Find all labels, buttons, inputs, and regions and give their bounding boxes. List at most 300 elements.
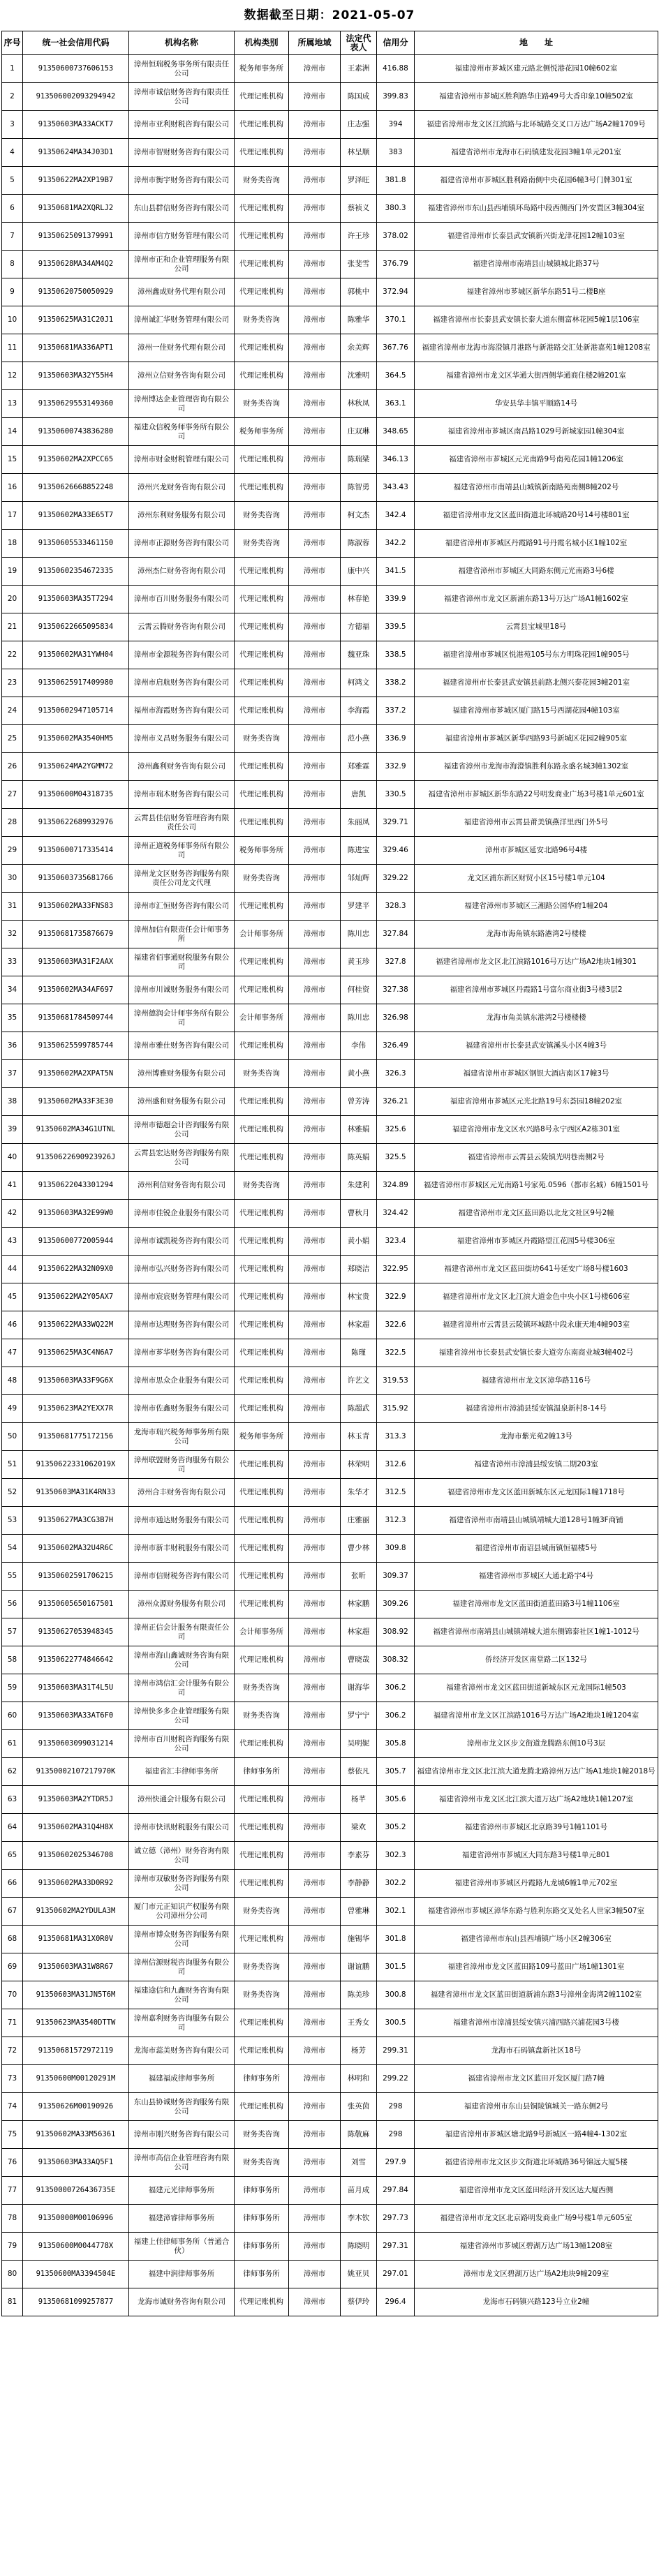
- org-name-cell: 东山县群信财务咨询有限公司: [129, 195, 235, 223]
- legal-rep-cell: 柯鸿文: [341, 669, 377, 697]
- org-type-cell: 律师事务所: [235, 2233, 289, 2261]
- org-type-cell: 代理记账机构: [235, 1088, 289, 1116]
- region-cell: 漳州市: [289, 1228, 341, 1256]
- credit-score-cell: 416.88: [377, 55, 415, 83]
- credit-code-cell: 91350681572972119: [23, 2037, 129, 2065]
- table-row: [2, 2177, 658, 2205]
- org-type-cell: 财务类咨询: [235, 390, 289, 418]
- page-title: 数据截至日期：2021-05-07: [244, 8, 415, 22]
- address-cell: 福建省漳州市龙文区蓝田开发区厦门路7幢: [415, 2065, 658, 2093]
- table-row: [2, 2261, 658, 2288]
- credit-score-cell: 305.2: [377, 1814, 415, 1842]
- org-type-cell: 律师事务所: [235, 2261, 289, 2288]
- region-cell: 漳州市: [289, 781, 341, 809]
- legal-rep-cell: 庄志强: [341, 111, 377, 139]
- seq-cell: 15: [2, 446, 23, 474]
- region-cell: 漳州市: [289, 1339, 341, 1367]
- legal-rep-cell: 许艺文: [341, 1367, 377, 1395]
- org-name-cell: 龙海市蕊美财务咨询有限公司: [129, 2037, 235, 2065]
- credit-code-cell: 91350625917409980: [23, 669, 129, 697]
- org-type-cell: 代理记账机构: [235, 1144, 289, 1172]
- credit-code-cell: 91350000M00106996: [23, 2205, 129, 2233]
- table-row: [2, 167, 658, 195]
- seq-cell: 57: [2, 1618, 23, 1646]
- credit-code-cell: 91350602MA33F3E30: [23, 1088, 129, 1116]
- credit-code-cell: 91350622331062019X: [23, 1451, 129, 1479]
- table-row: [2, 1283, 658, 1311]
- address-cell: 福建省漳州市南靖县山城镇靖城大道128号1幢3F商铺: [415, 1507, 658, 1535]
- org-name-cell: 福建福成律师事务所: [129, 2065, 235, 2093]
- seq-cell: 38: [2, 1088, 23, 1116]
- org-type-cell: 财务类咨询: [235, 1060, 289, 1088]
- org-name-cell: 漳州市雅仕财务咨询有限公司: [129, 1032, 235, 1060]
- address-cell: 福建省漳州市芗城区元光南路1号家苑.0596（都市名城）6幢1501号: [415, 1172, 658, 1200]
- seq-cell: 81: [2, 2288, 23, 2316]
- table-row: [2, 809, 658, 837]
- seq-cell: 62: [2, 1758, 23, 1786]
- table-row: [2, 1563, 658, 1591]
- table-row: [2, 139, 658, 167]
- seq-cell: 80: [2, 2261, 23, 2288]
- credit-code-cell: 91350000726436735E: [23, 2177, 129, 2205]
- table-row: [2, 1898, 658, 1926]
- table-row: [2, 2065, 658, 2093]
- region-cell: 漳州市: [289, 1535, 341, 1563]
- table-row: [2, 1870, 658, 1898]
- seq-cell: 61: [2, 1730, 23, 1758]
- org-name-cell: 漳州博雅财务服务有限公司: [129, 1060, 235, 1088]
- credit-code-cell: 91350624MA2YGMM72: [23, 753, 129, 781]
- table-row: [2, 1535, 658, 1563]
- table-row: [2, 390, 658, 418]
- table-row: [2, 55, 658, 83]
- table-row: [2, 1702, 658, 1730]
- table-row: [2, 558, 658, 586]
- org-name-cell: 漳州兴龙财务咨询有限公司: [129, 474, 235, 502]
- legal-rep-cell: 黄小燕: [341, 1060, 377, 1088]
- address-cell: 福建省漳州市芗城区丹霞路91号丹霞名城小区1幢102室: [415, 530, 658, 558]
- org-name-cell: 漳州鑫利财务咨询有限公司: [129, 753, 235, 781]
- region-cell: 漳州市: [289, 2233, 341, 2261]
- org-name-cell: 漳州市衡宇财务咨询有限公司: [129, 167, 235, 195]
- legal-rep-cell: 王素洲: [341, 55, 377, 83]
- credit-code-cell: 91350600772005944: [23, 1228, 129, 1256]
- legal-rep-cell: 黄小娟: [341, 1228, 377, 1256]
- header-org-type: 机构类别: [235, 31, 289, 55]
- region-cell: 漳州市: [289, 1674, 341, 1702]
- org-name-cell: 漳州市诚信财务咨询有限责任公司: [129, 83, 235, 111]
- table-row: [2, 2009, 658, 2037]
- org-type-cell: 代理记账机构: [235, 1228, 289, 1256]
- region-cell: 漳州市: [289, 530, 341, 558]
- org-name-cell: 漳州市鸿信汇会计服务有限公司: [129, 1674, 235, 1702]
- credit-score-cell: 328.3: [377, 893, 415, 921]
- legal-rep-cell: 谢谊鹏: [341, 1953, 377, 1981]
- seq-cell: 35: [2, 1004, 23, 1032]
- region-cell: 漳州市: [289, 1283, 341, 1311]
- credit-code-cell: 91350600M0044778X: [23, 2233, 129, 2261]
- seq-cell: 8: [2, 251, 23, 278]
- credit-score-cell: 306.2: [377, 1674, 415, 1702]
- credit-score-cell: 330.5: [377, 781, 415, 809]
- org-name-cell: 漳州市财金财税管理有限公司: [129, 446, 235, 474]
- table-row: [2, 1507, 658, 1535]
- credit-code-cell: 91350603735681766: [23, 865, 129, 893]
- seq-cell: 4: [2, 139, 23, 167]
- address-cell: 福建省漳州市龙文区蓝田街道新浦东路3号漳州金海湾2幢1102室: [415, 1981, 658, 2009]
- legal-rep-cell: 罗泽旺: [341, 167, 377, 195]
- org-type-cell: 财务类咨询: [235, 167, 289, 195]
- credit-score-cell: 312.5: [377, 1479, 415, 1507]
- registry-table: [1, 31, 658, 2316]
- table-row: [2, 474, 658, 502]
- seq-cell: 31: [2, 893, 23, 921]
- legal-rep-cell: 林宝贵: [341, 1283, 377, 1311]
- seq-cell: 66: [2, 1870, 23, 1898]
- region-cell: 漳州市: [289, 809, 341, 837]
- legal-rep-cell: 姚亚贝: [341, 2261, 377, 2288]
- table-row: [2, 1172, 658, 1200]
- address-cell: 福建省漳州市龙文区步文街道北环城路36号锦远大厦5楼: [415, 2149, 658, 2177]
- credit-score-cell: 332.9: [377, 753, 415, 781]
- legal-rep-cell: 曹少林: [341, 1535, 377, 1563]
- region-cell: 漳州市: [289, 2261, 341, 2288]
- seq-cell: 11: [2, 334, 23, 362]
- org-name-cell: 漳州市双敏财务咨询服务有限公司: [129, 1870, 235, 1898]
- org-name-cell: 漳州恒瑞税务事务所有限责任公司: [129, 55, 235, 83]
- seq-cell: 40: [2, 1144, 23, 1172]
- table-row: [2, 1395, 658, 1423]
- legal-rep-cell: 刘雪: [341, 2149, 377, 2177]
- region-cell: 漳州市: [289, 334, 341, 362]
- region-cell: 漳州市: [289, 1618, 341, 1646]
- legal-rep-cell: 林荣明: [341, 1451, 377, 1479]
- credit-score-cell: 306.2: [377, 1702, 415, 1730]
- region-cell: 漳州市: [289, 195, 341, 223]
- org-name-cell: 漳州市芗华财务咨询有限公司: [129, 1339, 235, 1367]
- address-cell: 福建省漳州市云霄县云陵镇环城路中段永康天地4幢903室: [415, 1311, 658, 1339]
- seq-cell: 68: [2, 1926, 23, 1953]
- region-cell: 漳州市: [289, 1898, 341, 1926]
- region-cell: 漳州市: [289, 2149, 341, 2177]
- org-name-cell: 漳州利信财务咨询有限公司: [129, 1172, 235, 1200]
- seq-cell: 78: [2, 2205, 23, 2233]
- table-row: [2, 1311, 658, 1339]
- credit-code-cell: 91350605650167501: [23, 1591, 129, 1618]
- table-row: [2, 1339, 658, 1367]
- address-cell: 福建省漳州市龙文区蓝田经济开发区达大厦西侧: [415, 2177, 658, 2205]
- legal-rep-cell: 许王珍: [341, 223, 377, 251]
- region-cell: 漳州市: [289, 1088, 341, 1116]
- table-row: [2, 223, 658, 251]
- region-cell: 漳州市: [289, 837, 341, 865]
- credit-code-cell: 91350002107217970K: [23, 1758, 129, 1786]
- seq-cell: 48: [2, 1367, 23, 1395]
- seq-cell: 76: [2, 2149, 23, 2177]
- credit-score-cell: 326.98: [377, 1004, 415, 1032]
- org-type-cell: 代理记账机构: [235, 474, 289, 502]
- table-row: [2, 2149, 658, 2177]
- org-type-cell: 代理记账机构: [235, 2288, 289, 2316]
- legal-rep-cell: 林家鹏: [341, 1591, 377, 1618]
- org-type-cell: 代理记账机构: [235, 1256, 289, 1283]
- address-cell: 华安县华丰镇平顺路14号: [415, 390, 658, 418]
- region-cell: 漳州市: [289, 1256, 341, 1283]
- region-cell: 漳州市: [289, 976, 341, 1004]
- legal-rep-cell: 林春艳: [341, 586, 377, 613]
- org-name-cell: 漳州市宸宸财务管理有限公司: [129, 1283, 235, 1311]
- org-type-cell: 代理记账机构: [235, 753, 289, 781]
- credit-score-cell: 327.84: [377, 921, 415, 948]
- org-type-cell: 代理记账机构: [235, 2009, 289, 2037]
- seq-cell: 18: [2, 530, 23, 558]
- table-row: [2, 1004, 658, 1032]
- org-type-cell: 代理记账机构: [235, 586, 289, 613]
- legal-rep-cell: 何桂资: [341, 976, 377, 1004]
- credit-score-cell: 309.8: [377, 1535, 415, 1563]
- table-row: [2, 1674, 658, 1702]
- seq-cell: 50: [2, 1423, 23, 1451]
- org-name-cell: 漳州快通会计服务有限公司: [129, 1786, 235, 1814]
- legal-rep-cell: 曾芳涛: [341, 1088, 377, 1116]
- table-row: [2, 781, 658, 809]
- org-name-cell: 漳州市正源财务咨询有限公司: [129, 530, 235, 558]
- header-org-name: 机构名称: [129, 31, 235, 55]
- org-type-cell: 代理记账机构: [235, 1479, 289, 1507]
- org-type-cell: 代理记账机构: [235, 1507, 289, 1535]
- credit-score-cell: 297.9: [377, 2149, 415, 2177]
- region-cell: 漳州市: [289, 111, 341, 139]
- region-cell: 漳州市: [289, 446, 341, 474]
- table-row: [2, 2288, 658, 2316]
- table-row: [2, 1814, 658, 1842]
- seq-cell: 36: [2, 1032, 23, 1060]
- seq-cell: 16: [2, 474, 23, 502]
- org-name-cell: 云霄县佳信财务管理咨询有限责任公司: [129, 809, 235, 837]
- region-cell: 漳州市: [289, 893, 341, 921]
- region-cell: 漳州市: [289, 139, 341, 167]
- address-cell: 龙海市石码镇盘新社区18号: [415, 2037, 658, 2065]
- credit-score-cell: 308.32: [377, 1646, 415, 1674]
- org-type-cell: 律师事务所: [235, 1758, 289, 1786]
- credit-score-cell: 325.6: [377, 1116, 415, 1144]
- address-cell: 福建省漳州市南靖县山城镇新南路苑南侧8幢202号: [415, 474, 658, 502]
- seq-cell: 42: [2, 1200, 23, 1228]
- address-cell: 福建省漳州市龙文区新浦东路13号万达广场A1幢1602室: [415, 586, 658, 613]
- credit-code-cell: 91350622690923926J: [23, 1144, 129, 1172]
- credit-code-cell: 91350603MA32Y55H4: [23, 362, 129, 390]
- legal-rep-cell: 林家超: [341, 1311, 377, 1339]
- region-cell: 漳州市: [289, 1563, 341, 1591]
- org-type-cell: 律师事务所: [235, 2205, 289, 2233]
- org-name-cell: 漳州盛和财务服务有限公司: [129, 1088, 235, 1116]
- credit-code-cell: 91350603MA32E99W0: [23, 1200, 129, 1228]
- legal-rep-cell: 林玉青: [341, 1423, 377, 1451]
- credit-score-cell: 337.2: [377, 697, 415, 725]
- legal-rep-cell: 陈美珍: [341, 1981, 377, 2009]
- credit-code-cell: 91350622MA2XP19B7: [23, 167, 129, 195]
- credit-score-cell: 370.1: [377, 306, 415, 334]
- credit-code-cell: 91350622MA33WQ22M: [23, 1311, 129, 1339]
- org-name-cell: 漳州市义昌财务服务有限公司: [129, 725, 235, 753]
- address-cell: 福建省漳州市龙海市海澄镇月港路与新港路交汇处新港嘉苑1幢1208室: [415, 334, 658, 362]
- address-cell: 龙海市紫光苑2幢13号: [415, 1423, 658, 1451]
- table-row: [2, 1646, 658, 1674]
- credit-code-cell: 91350622689932976: [23, 809, 129, 837]
- address-cell: 福建省漳州市芗城区丹霞路望江花园5号楼306室: [415, 1228, 658, 1256]
- credit-score-cell: 367.76: [377, 334, 415, 362]
- address-cell: 福建省漳州市芗城区北京路39号1幢1101号: [415, 1814, 658, 1842]
- legal-rep-cell: 康中兴: [341, 558, 377, 586]
- credit-code-cell: 91350603MA31T4L5U: [23, 1674, 129, 1702]
- address-cell: 福建省漳州市长泰县武安镇长泰大道旁东南商业城3幢402号: [415, 1339, 658, 1367]
- credit-code-cell: 91350681MA31X0R0V: [23, 1926, 129, 1953]
- credit-code-cell: 91350625091379991: [23, 223, 129, 251]
- legal-rep-cell: 曾雅琳: [341, 1898, 377, 1926]
- credit-code-cell: 91350602MA3540HM5: [23, 725, 129, 753]
- org-name-cell: 漳州市弘兴财务咨询有限公司: [129, 1256, 235, 1283]
- region-cell: 漳州市: [289, 418, 341, 446]
- credit-score-cell: 348.65: [377, 418, 415, 446]
- org-type-cell: 律师事务所: [235, 2065, 289, 2093]
- legal-rep-cell: 陈川忠: [341, 1004, 377, 1032]
- org-name-cell: 漳州市诚凯税务咨询有限公司: [129, 1228, 235, 1256]
- org-type-cell: 代理记账机构: [235, 1563, 289, 1591]
- org-type-cell: 财务类咨询: [235, 306, 289, 334]
- region-cell: 漳州市: [289, 641, 341, 669]
- region-cell: 漳州市: [289, 1507, 341, 1535]
- credit-score-cell: 338.5: [377, 641, 415, 669]
- address-cell: 漳州市芗城区延安北路96号4楼: [415, 837, 658, 865]
- seq-cell: 77: [2, 2177, 23, 2205]
- legal-rep-cell: 邹灿辉: [341, 865, 377, 893]
- credit-score-cell: 298: [377, 2093, 415, 2121]
- region-cell: 漳州市: [289, 586, 341, 613]
- seq-cell: 30: [2, 865, 23, 893]
- credit-code-cell: 91350681099257877: [23, 2288, 129, 2316]
- credit-score-cell: 309.26: [377, 1591, 415, 1618]
- org-type-cell: 代理记账机构: [235, 2093, 289, 2121]
- address-cell: 福建省漳州市东山县铜陵镇城关一路东侧2号: [415, 2093, 658, 2121]
- credit-score-cell: 308.92: [377, 1618, 415, 1646]
- seq-cell: 10: [2, 306, 23, 334]
- credit-code-cell: 91350603MA33ACKT7: [23, 111, 129, 139]
- legal-rep-cell: 林呈顺: [341, 139, 377, 167]
- region-cell: 漳州市: [289, 1591, 341, 1618]
- org-name-cell: 漳州市新丰财税服务有限公司: [129, 1535, 235, 1563]
- region-cell: 漳州市: [289, 697, 341, 725]
- org-type-cell: 代理记账机构: [235, 1283, 289, 1311]
- org-type-cell: 代理记账机构: [235, 641, 289, 669]
- seq-cell: 41: [2, 1172, 23, 1200]
- org-type-cell: 代理记账机构: [235, 1814, 289, 1842]
- credit-score-cell: 302.1: [377, 1898, 415, 1926]
- address-cell: 漳州市龙文区碧湖万达广场A2地块9幢209室: [415, 2261, 658, 2288]
- address-cell: 福建省漳州市南诏县城南镇恒福楼5号: [415, 1535, 658, 1563]
- address-cell: 龙海市角美镇东港湾2号楼楼楼: [415, 1004, 658, 1032]
- credit-score-cell: 305.6: [377, 1786, 415, 1814]
- address-cell: 福建省漳州市东山县西埔镇广场小区2幢306室: [415, 1926, 658, 1953]
- region-cell: 漳州市: [289, 1926, 341, 1953]
- legal-rep-cell: 杨芳: [341, 2037, 377, 2065]
- org-name-cell: 厦门市元正知识产权服务有限公司漳州分公司: [129, 1898, 235, 1926]
- credit-code-cell: 91350600743836280: [23, 418, 129, 446]
- org-name-cell: 漳州市川诚财务服务有限公司: [129, 976, 235, 1004]
- legal-rep-cell: 陈晓明: [341, 2233, 377, 2261]
- legal-rep-cell: 李海霞: [341, 697, 377, 725]
- credit-code-cell: 91350602MA34G1UTNL: [23, 1116, 129, 1144]
- seq-cell: 32: [2, 921, 23, 948]
- legal-rep-cell: 蔡伊玲: [341, 2288, 377, 2316]
- credit-code-cell: 91350600MA3394504E: [23, 2261, 129, 2288]
- seq-cell: 9: [2, 278, 23, 306]
- credit-score-cell: 338.2: [377, 669, 415, 697]
- seq-cell: 59: [2, 1674, 23, 1702]
- table-row: [2, 837, 658, 865]
- address-cell: 福建省漳州市芗城区三湘路公园华府1幢204: [415, 893, 658, 921]
- credit-score-cell: 305.7: [377, 1758, 415, 1786]
- region-cell: 漳州市: [289, 390, 341, 418]
- legal-rep-cell: 陈国成: [341, 83, 377, 111]
- credit-score-cell: 378.02: [377, 223, 415, 251]
- header-address: 地 址: [415, 31, 658, 55]
- org-name-cell: 漳州众源财务服务有限公司: [129, 1591, 235, 1618]
- table-row: [2, 753, 658, 781]
- org-type-cell: 代理记账机构: [235, 1200, 289, 1228]
- address-cell: 龙海市海角镇东路港湾2号楼楼: [415, 921, 658, 948]
- org-name-cell: 福建省佰事通财税服务有限公司: [129, 948, 235, 976]
- credit-score-cell: 302.2: [377, 1870, 415, 1898]
- seq-cell: 13: [2, 390, 23, 418]
- address-cell: 福建省漳州市龙文区华通大街西侧华通商住楼2幢201室: [415, 362, 658, 390]
- org-name-cell: 龙海市瑞兴税务师事务所有限公司: [129, 1423, 235, 1451]
- region-cell: 漳州市: [289, 725, 341, 753]
- org-type-cell: 税务师事务所: [235, 837, 289, 865]
- credit-code-cell: 91350602MA2YDULA3M: [23, 1898, 129, 1926]
- org-type-cell: 代理记账机构: [235, 362, 289, 390]
- credit-code-cell: 913506002093294942: [23, 83, 129, 111]
- address-cell: 福建省漳州市芗城区胜利路华庄路49号大香印象10幢502室: [415, 83, 658, 111]
- address-cell: 福建省漳州市芗城区元光北路19号东荟园18幢202室: [415, 1088, 658, 1116]
- seq-cell: 34: [2, 976, 23, 1004]
- legal-rep-cell: 罗宁宁: [341, 1702, 377, 1730]
- header-region: 所属地域: [289, 31, 341, 55]
- credit-score-cell: 364.5: [377, 362, 415, 390]
- table-row: [2, 1479, 658, 1507]
- credit-code-cell: 91350600M04318735: [23, 781, 129, 809]
- table-row: [2, 697, 658, 725]
- credit-score-cell: 329.71: [377, 809, 415, 837]
- org-name-cell: 福建中润律师事务所: [129, 2261, 235, 2288]
- credit-score-cell: 363.1: [377, 390, 415, 418]
- org-type-cell: 会计师事务所: [235, 1618, 289, 1646]
- table-row: [2, 725, 658, 753]
- address-cell: 福建省漳州市龙文区蓝田路109号蓝田广场1幢1301室: [415, 1953, 658, 1981]
- credit-score-cell: 315.92: [377, 1395, 415, 1423]
- address-cell: 福建省漳州市云霄县云陵镇光明巷南侧2号: [415, 1144, 658, 1172]
- region-cell: 漳州市: [289, 753, 341, 781]
- header-credit-score: 信用分: [377, 31, 415, 55]
- credit-score-cell: 383: [377, 139, 415, 167]
- org-type-cell: 代理记账机构: [235, 558, 289, 586]
- address-cell: 福建省漳州市龙文区北江滨大道万达广场A2地块1幢1207室: [415, 1786, 658, 1814]
- table-row: [2, 111, 658, 139]
- table-row: [2, 2037, 658, 2065]
- credit-score-cell: 376.79: [377, 251, 415, 278]
- table-row: [2, 1981, 658, 2009]
- credit-code-cell: 91350603MA33AT6F0: [23, 1702, 129, 1730]
- legal-rep-cell: 施锡华: [341, 1926, 377, 1953]
